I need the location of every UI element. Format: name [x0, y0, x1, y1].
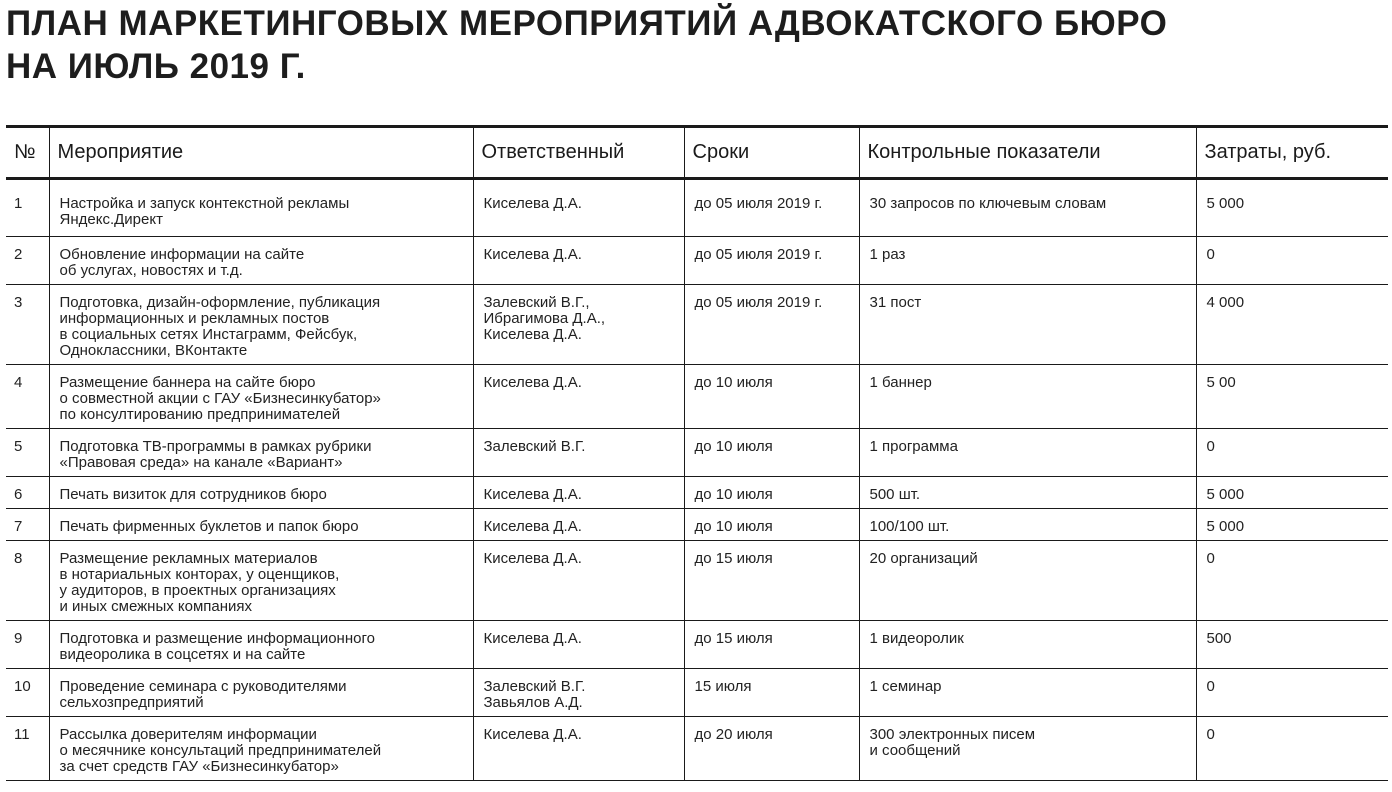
cell-responsible: Киселева Д.А. — [473, 477, 684, 509]
cell-responsible: Залевский В.Г. Завьялов А.Д. — [473, 669, 684, 717]
cell-num: 11 — [6, 717, 49, 781]
cell-responsible: Киселева Д.А. — [473, 541, 684, 621]
table-row — [6, 509, 1388, 541]
cell-activity: Рассылка доверителям информации о месячнике консультаций предпринимателей за счет средств ГАУ «Бизнесинкубатор» — [49, 717, 473, 781]
cell-num: 9 — [6, 621, 49, 669]
cell-num: 1 — [14, 195, 23, 212]
header-kpi: Контрольные показатели — [859, 127, 1196, 179]
cell-kpi: 500 шт. — [859, 477, 1196, 509]
cell-kpi: 1 семинар — [859, 669, 1196, 717]
cell-responsible: Киселева Д.А. — [473, 237, 684, 285]
cell-num: 10 — [6, 669, 49, 717]
cell-responsible: Залевский В.Г. — [473, 429, 684, 477]
cell-deadline: до 15 июля — [684, 621, 859, 669]
cell-deadline: до 10 июля — [684, 429, 859, 477]
cell-deadline: до 10 июля — [684, 365, 859, 429]
cell-deadline: до 05 июля 2019 г. — [684, 237, 859, 285]
cell-activity: Размещение рекламных материалов в нотариальных конторах, у оценщиков, у аудиторов, в проектных организациях и иных смежных компаниях — [49, 541, 473, 621]
cell-kpi: 1 раз — [859, 237, 1196, 285]
cell-cost: 0 — [1196, 717, 1388, 781]
cell-cost: 0 — [1196, 429, 1388, 477]
cell-cost: 0 — [1196, 237, 1388, 285]
cell-activity: Настройка и запуск контекстной рекламы Яндекс.Директ — [49, 179, 473, 237]
cell-kpi: 1 видеоролик — [859, 621, 1196, 669]
cell-responsible: Киселева Д.А. — [473, 717, 684, 781]
cell-cost: 5 00 — [1196, 365, 1388, 429]
cell-cost: 500 — [1196, 621, 1388, 669]
cell-kpi: 1 баннер — [859, 365, 1196, 429]
cell-kpi: 300 электронных писем и сообщений — [859, 717, 1196, 781]
table-row — [6, 285, 1388, 365]
table-header — [6, 127, 1388, 179]
cell-activity: Печать фирменных буклетов и папок бюро — [49, 509, 473, 541]
cell-responsible: Киселева Д.А. — [473, 365, 684, 429]
header-row — [6, 127, 1388, 179]
cell-cost: 5 000 — [1196, 509, 1388, 541]
cell-cost: 4 000 — [1196, 285, 1388, 365]
table-row — [6, 237, 1388, 285]
table-row — [6, 717, 1388, 781]
header-responsible: Ответственный — [473, 127, 684, 179]
table-row — [6, 477, 1388, 509]
cell-activity: Размещение баннера на сайте бюро о совместной акции с ГАУ «Бизнесинкубатор» по консултированию предпринимателей — [49, 365, 473, 429]
cell-deadline: до 20 июля — [684, 717, 859, 781]
document-title-line-1: ПЛАН МАРКЕТИНГОВЫХ МЕРОПРИЯТИЙ АДВОКАТСКОГО БЮРО — [6, 4, 1168, 43]
header-activity: Мероприятие — [49, 127, 473, 179]
cell-activity: Обновление информации на сайте об услугах, новостях и т.д. — [49, 237, 473, 285]
cell-responsible: Киселева Д.А. — [473, 509, 684, 541]
cell-deadline: до 10 июля — [684, 509, 859, 541]
cell-kpi: 31 пост — [859, 285, 1196, 365]
cell-kpi: 20 организаций — [859, 541, 1196, 621]
cell-cost: 5 000 — [1196, 477, 1388, 509]
table-body — [6, 179, 1388, 781]
cell-cost: 0 — [1196, 541, 1388, 621]
table-row — [6, 365, 1388, 429]
document-title-line-2: НА ИЮЛЬ 2019 Г. — [6, 47, 306, 86]
cell-cost: 5 000 — [1196, 179, 1388, 237]
cell-deadline: до 05 июля 2019 г. — [684, 179, 859, 237]
cell-activity: Подготовка ТВ-программы в рамках рубрики «Правовая среда» на канале «Вариант» — [49, 429, 473, 477]
cell-cost: 0 — [1196, 669, 1388, 717]
cell-num: 4 — [6, 365, 49, 429]
table-row — [6, 669, 1388, 717]
cell-num: 2 — [6, 237, 49, 285]
cell-kpi: 30 запросов по ключевым словам — [859, 179, 1196, 237]
table-row — [6, 541, 1388, 621]
cell-activity: Подготовка, дизайн-оформление, публикация информационных и рекламных постов в социальных сетях Инстаграмм, Фейсбук, Одноклассники, ВКонтакте — [49, 285, 473, 365]
cell-num: 8 — [6, 541, 49, 621]
cell-activity: Подготовка и размещение информационного видеоролика в соцсетях и на сайте — [49, 621, 473, 669]
cell-num: 6 — [6, 477, 49, 509]
header-cost: Затраты, руб. — [1196, 127, 1388, 179]
cell-num: 5 — [6, 429, 49, 477]
marketing-plan-table — [6, 125, 1388, 781]
table-row — [6, 429, 1388, 477]
cell-responsible: Киселева Д.А. — [473, 621, 684, 669]
table-row — [6, 179, 1388, 237]
cell-responsible: Киселева Д.А. — [473, 179, 684, 237]
cell-deadline: 15 июля — [684, 669, 859, 717]
table-row — [6, 621, 1388, 669]
header-num: № — [6, 127, 49, 179]
cell-kpi: 1 программа — [859, 429, 1196, 477]
cell-deadline: до 10 июля — [684, 477, 859, 509]
cell-activity: Печать визиток для сотрудников бюро — [49, 477, 473, 509]
header-deadline: Сроки — [684, 127, 859, 179]
cell-activity: Проведение семинара с руководителями сельхозпредприятий — [49, 669, 473, 717]
cell-responsible: Залевский В.Г., Ибрагимова Д.А., Киселева Д.А. — [473, 285, 684, 365]
cell-deadline: до 15 июля — [684, 541, 859, 621]
cell-deadline: до 05 июля 2019 г. — [684, 285, 859, 365]
cell-kpi: 100/100 шт. — [859, 509, 1196, 541]
cell-num: 3 — [6, 285, 49, 365]
cell-num: 7 — [6, 509, 49, 541]
document-title — [6, 2, 1167, 88]
